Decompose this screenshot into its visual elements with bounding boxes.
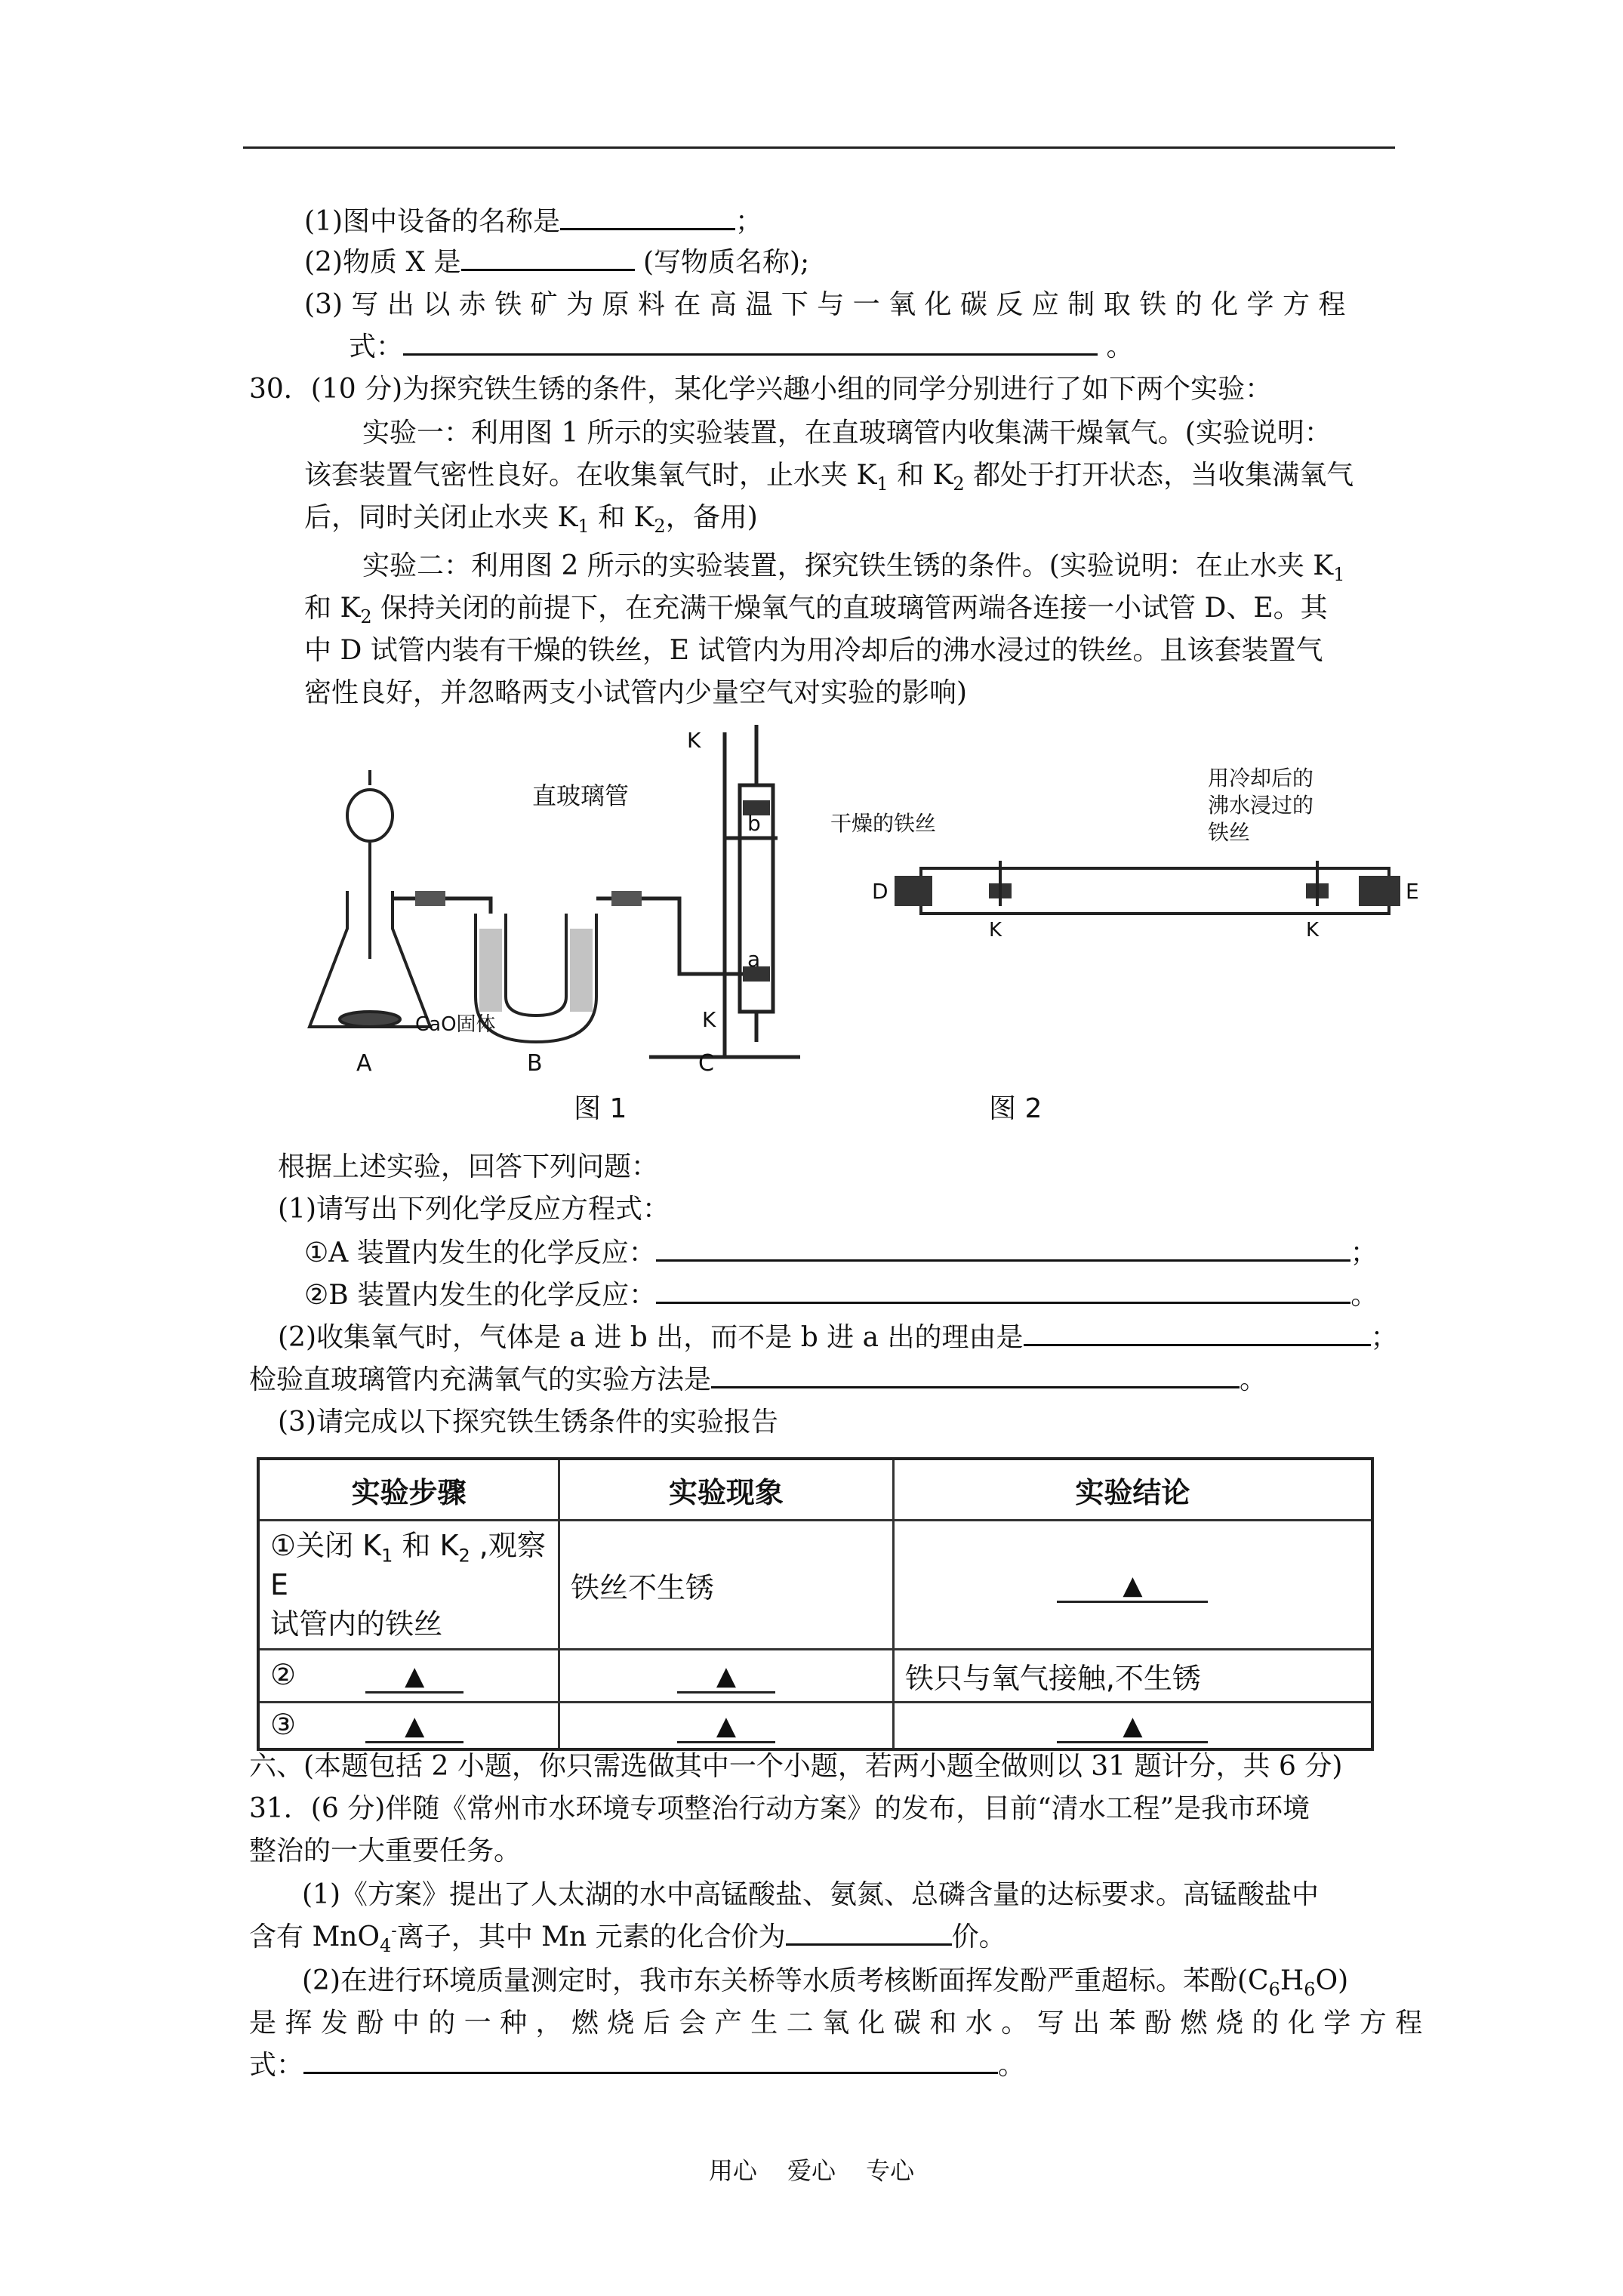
answer-triangle[interactable]: ▲ [677,1711,775,1743]
table-row [258,1521,1372,1650]
label-cao: CaO固体 [415,1013,496,1036]
q30-exp2-line2: 和 $K_2$ 保持关闭的前提下，在充满干燥氧气的直玻璃管两端各连接一小试管 D、E。其 [304,593,1328,628]
rubber-connector [415,891,445,906]
q31-part1-line1: (1)《方案》提出了人太湖的水中高锰酸盐、氨氮、总磷含量的达标要求。高锰酸盐中 [302,1879,1319,1910]
table-cell: 铁丝不生锈 [559,1521,894,1650]
label-a-flask: A [356,1050,372,1077]
q31-part2-line3: 式： 。 [249,2050,1026,2081]
answer-blank[interactable] [786,1921,952,1946]
q29-part3: (3) 写 出 以 赤 铁 矿 为 原 料 在 高 温 下 与 一 氧 化 碳 反 应 制 取 铁 的 化 学 方 程 [304,289,1346,320]
q31-line1: 31．(6 分)伴随《常州市水环境专项整治行动方案》的发布，目前“清水工程”是我市环境 [249,1793,1310,1824]
q31-line2: 整治的一大重要任务。 [249,1835,522,1866]
label-k1-fig2: K [989,919,1002,942]
label-dry-wire: 干燥的铁丝 [830,811,937,836]
table-cell: ③ ▲ [258,1703,559,1750]
table-cell [559,1650,894,1703]
answer-blank[interactable] [560,205,735,230]
table-header-row [258,1459,1372,1521]
iron-stand-c [649,725,800,1057]
table-cell: ② ▲ [258,1650,559,1703]
q30-exp2-line4: 密性良好，并忽略两支小试管内少量空气对实验的影响) [304,677,968,708]
answer-triangle[interactable]: ▲ [365,1661,463,1693]
section-six-heading: 六、(本题包括 2 小题，你只需选做其中一个小题，若两小题全做则以 31 题计分，共 6 分) [249,1751,1343,1782]
caption-fig1: 图 1 [574,1093,627,1124]
label-k2-fig1: K [687,728,701,753]
label-glass-tube: 直玻璃管 [532,781,630,810]
table-cell [893,1521,1372,1650]
label-e: E [1406,879,1419,904]
answer-blank[interactable] [403,331,1098,356]
q30-exp1-line3: 后，同时关闭止水夹 $K_1$ 和 $K_2$，备用) [304,502,758,538]
answer-triangle[interactable]: ▲ [365,1711,463,1743]
q30-exp2-line3: 中 D 试管内装有干燥的铁丝，E 试管内为用冷却后的沸水浸过的铁丝。且该套装置气 [304,635,1323,666]
label-c-stand: C [698,1050,714,1077]
answer-1-b: ②B 装置内发生的化学反应： 。 [304,1280,1378,1311]
label-wet-wire-2: 沸水浸过的 [1208,793,1314,818]
q31-part2-line1: (2)在进行环境质量测定时，我市东关桥等水质考核断面挥发酚严重超标。苯酚$(C_6H_6O)$ [302,1965,1349,2001]
q30-title: 30．(10 分)为探究铁生锈的条件，某化学兴趣小组的同学分别进行了如下两个实验： [249,374,1273,405]
caption-fig2: 图 2 [989,1093,1042,1124]
answer-1-a: ①A 装置内发生的化学反应： ； [304,1237,1378,1268]
label-b-utube: B [527,1050,543,1077]
label-wet-wire-1: 用冷却后的 [1208,766,1314,791]
answer-blank[interactable] [711,1364,1240,1388]
table-cell [559,1703,894,1750]
page-footer: 用心 爱心 专心 [708,2156,915,2185]
table-header: 实验步骤 [258,1459,559,1521]
table-header: 实验现象 [559,1459,894,1521]
table-row [258,1650,1372,1703]
answer-triangle[interactable]: ▲ [1057,1570,1208,1603]
answer-1: (1)请写出下列化学反应方程式： [278,1194,670,1225]
test-tube-e [1359,876,1400,906]
q29-part2: (2)物质 X 是 (写物质名称); [304,247,810,278]
q30-exp1-line1: 实验一：利用图 1 所示的实验装置，在直玻璃管内收集满干燥氧气。(实验说明： [362,418,1332,448]
answer-blank[interactable] [656,1237,1350,1262]
label-wet-wire-3: 铁丝 [1208,820,1251,845]
q30-exp1-line2: 该套装置气密性良好。在收集氧气时，止水夹 $K_1$ 和 $K_2$ 都处于打开状态，当收集满氧气 [304,460,1354,495]
apparatus-figure [287,710,1419,1140]
table-header: 实验结论 [893,1459,1372,1521]
label-a-port: a [747,947,761,972]
answer-2: (2)收集氧气时，气体是 a 进 b 出，而不是 b 进 a 出的理由是 ； [278,1322,1398,1353]
label-k1-fig1: K [702,1007,716,1032]
q29-part3-cont: 式： 。 [349,331,1134,362]
answer-intro: 根据上述实验，回答下列问题： [278,1151,659,1182]
experiment-report-table [257,1457,1374,1751]
q31-part1-line2: 含有 MnO$_4$-离子，其中 Mn 元素的化合价为 价。 [249,1922,1006,1957]
table-cell: 铁只与氧气接触,不生锈 [893,1650,1372,1703]
answer-triangle[interactable]: ▲ [677,1661,775,1693]
label-b-port: b [747,811,761,836]
q30-exp2-line1: 实验二：利用图 2 所示的实验装置，探究铁生锈的条件。(实验说明：在止水夹 $K_1$ [362,550,1345,586]
label-d: D [872,879,888,904]
q29-part1: (1)图中设备的名称是 ； [304,206,763,237]
header-rule [243,146,1395,149]
table-cell: ①关闭 $K_1$ 和 $K_2$ ,观察 E 试管内的铁丝 [258,1521,559,1650]
answer-3: (3)请完成以下探究铁生锈条件的实验报告 [278,1407,778,1438]
answer-2-b: 检验直玻璃管内充满氧气的实验方法是 。 [249,1364,1267,1395]
table-cell [893,1703,1372,1750]
answer-blank[interactable] [1024,1321,1371,1346]
test-tube-d [895,876,932,906]
label-k2-fig2: K [1306,919,1320,942]
table-row [258,1703,1372,1750]
answer-blank[interactable] [656,1279,1350,1304]
answer-blank[interactable] [461,246,635,271]
answer-triangle[interactable]: ▲ [1057,1711,1208,1743]
answer-blank[interactable] [303,2049,998,2074]
q31-part2-line2: 是 挥 发 酚 中 的 一 种 ， 燃 烧 后 会 产 生 二 氧 化 碳 和 水 。 写 出 苯 酚 燃 烧 的 化 学 方 程 [249,2008,1423,2039]
